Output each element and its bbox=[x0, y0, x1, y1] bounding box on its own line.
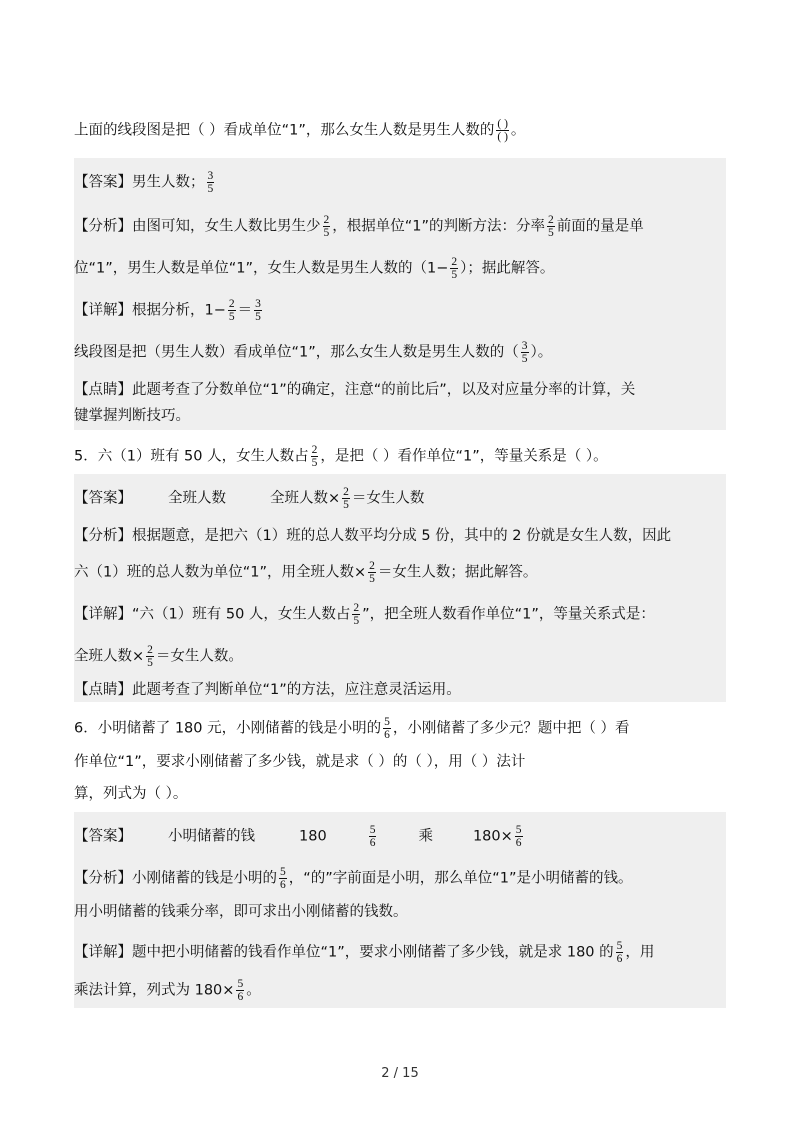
q4-analysis-line1: 【分析】由图可知，女生人数比男生少 $\frac{2}{5}$ ，根据单位“1”的判断方法：分率 $\frac{2}{5}$ 前面的量是单 bbox=[74, 214, 644, 239]
q5-point: 【点睛】此题考查了判断单位“1”的方法，应注意灵活运用。 bbox=[74, 682, 461, 698]
q5-question: 5．六（1）班有 50 人，女生人数占 $\frac{2}{5}$ ，是把（ ）看作单位“1”，等量关系是（ ）。 bbox=[74, 444, 608, 469]
q4-analysis-line2: 位“1”，男生人数是单位“1”，女生人数是男生人数的（1− $\frac{2}{5}$ ）；据此解答。 bbox=[74, 256, 555, 281]
blank-fraction: $\frac{( )}{( )}$ bbox=[497, 118, 508, 143]
intro-line: 上面的线段图是把（ ）看成单位“1”，那么女生人数是男生人数的 $\frac{( )}{( )}$ 。 bbox=[74, 118, 526, 143]
q4-detail-line2: 线段图是把（男生人数）看成单位“1”，那么女生人数是男生人数的（ $\frac{3}{5}$ ）。 bbox=[74, 340, 553, 365]
q4-detail-line1: 【详解】根据分析，1− $\frac{2}{5}$ ＝ $\frac{3}{5}$ bbox=[74, 298, 261, 323]
q6-detail-line1: 【详解】题中把小明储蓄的钱看作单位“1”，要求小刚储蓄了多少钱，就是求 180 的 $\frac{5}{6}$ ，用 bbox=[74, 940, 655, 965]
intro-text: 上面的线段图是把（ ）看成单位“1”，那么女生人数是男生人数的 bbox=[74, 122, 495, 139]
page-number: 2 / 15 bbox=[381, 1066, 419, 1081]
q6-analysis-line1: 【分析】小刚储蓄的钱是小明的 $\frac{5}{6}$ ，“的”字前面是小明，那么单位“1”是小明储蓄的钱。 bbox=[74, 866, 633, 891]
q6-detail-line2: 乘法计算，列式为 180× $\frac{5}{6}$ 。 bbox=[74, 978, 261, 1003]
q5-detail-line1: 【详解】“六（1）班有 50 人，女生人数占 $\frac{2}{5}$ ”，把全班人数看作单位“1”，等量关系式是： bbox=[74, 602, 655, 627]
q6-question-line1: 6．小明储蓄了 180 元，小刚储蓄的钱是小明的 $\frac{5}{6}$ ，小刚储蓄了多少元？题中把（ ）看 bbox=[74, 716, 630, 741]
q5-detail-line2: 全班人数× $\frac{2}{5}$ ＝女生人数。 bbox=[74, 644, 243, 669]
q6-answer: 【答案】 小明储蓄的钱 180 $\frac{5}{6}$ 乘 180× $\frac{5}{6}$ bbox=[74, 824, 522, 849]
q5-analysis-line1: 【分析】根据题意，是把六（1）班的总人数平均分成 5 份，其中的 2 份就是女生人数，因此 bbox=[74, 528, 672, 544]
q6-question-line2: 作单位“1”，要求小刚储蓄了多少钱，就是求（ ）的（ ），用（ ）法计 bbox=[74, 754, 526, 770]
q6-analysis-line2: 用小明储蓄的钱乘分率，即可求出小刚储蓄的钱数。 bbox=[74, 904, 408, 920]
q4-point-line1: 【点睛】此题考查了分数单位“1”的确定，注意“的前比后”，以及对应量分率的计算，关 bbox=[74, 382, 636, 398]
q4-point-line2: 键掌握判断技巧。 bbox=[74, 408, 190, 424]
q5-analysis-line2: 六（1）班的总人数为单位“1”，用全班人数× $\frac{2}{5}$ ＝女生人数；据此解答。 bbox=[74, 560, 538, 585]
q5-answer: 【答案】 全班人数 全班人数× $\frac{2}{5}$ ＝女生人数 bbox=[74, 486, 425, 511]
q6-question-line3: 算，列式为（ ）。 bbox=[74, 786, 188, 802]
q4-answer: 【答案】男生人数； $\frac{3}{5}$ bbox=[74, 170, 214, 195]
